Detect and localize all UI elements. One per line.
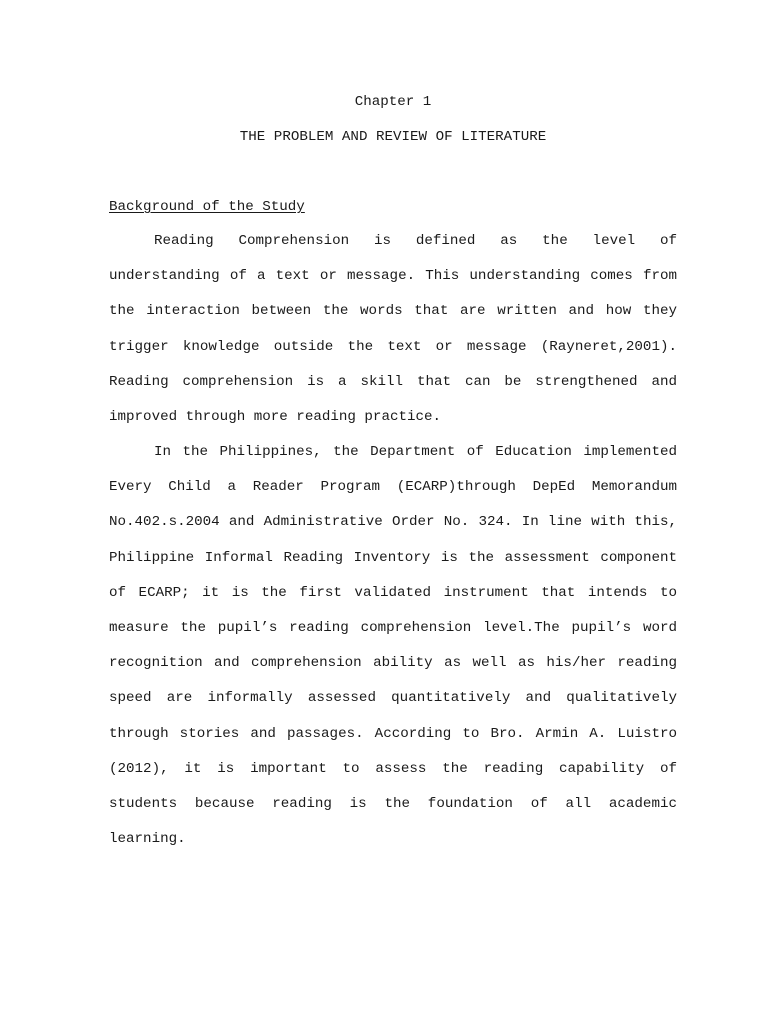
paragraph-philippines-ecarp: In the Philippines, the Department of Education implemented Every Child a Reader Program (ECARP)through DepEd Memorandum No.402.s.2004 and Administrative Order No. 324. In line with this, Philippine Informal Reading Inventory is the assessment component of ECARP; it is the first validated instrument that intends to measure the pupil’s reading comprehension level.The pupil’s word recognition and comprehension ability as well as his/her reading speed are informally assessed quantitatively and qualitatively through stories and passages. According to Bro. Armin A. Luistro (2012), it is important to assess the reading capability of students because reading is the foundation of all academic learning. [109, 444, 677, 848]
chapter-title: THE PROBLEM AND REVIEW OF LITERATURE [239, 129, 547, 145]
paragraph-reading-comprehension: Reading Comprehension is defined as the level of understanding of a text or message. This understanding comes from the interaction between the words that are written and how they trigger knowledge outside the text or message (Rayneret,2001). Reading comprehension is a skill that can be strengthened and improved through more reading practice. [109, 233, 677, 426]
section-heading: Background of the Study [109, 199, 305, 215]
chapter-label: Chapter 1 [354, 94, 432, 110]
